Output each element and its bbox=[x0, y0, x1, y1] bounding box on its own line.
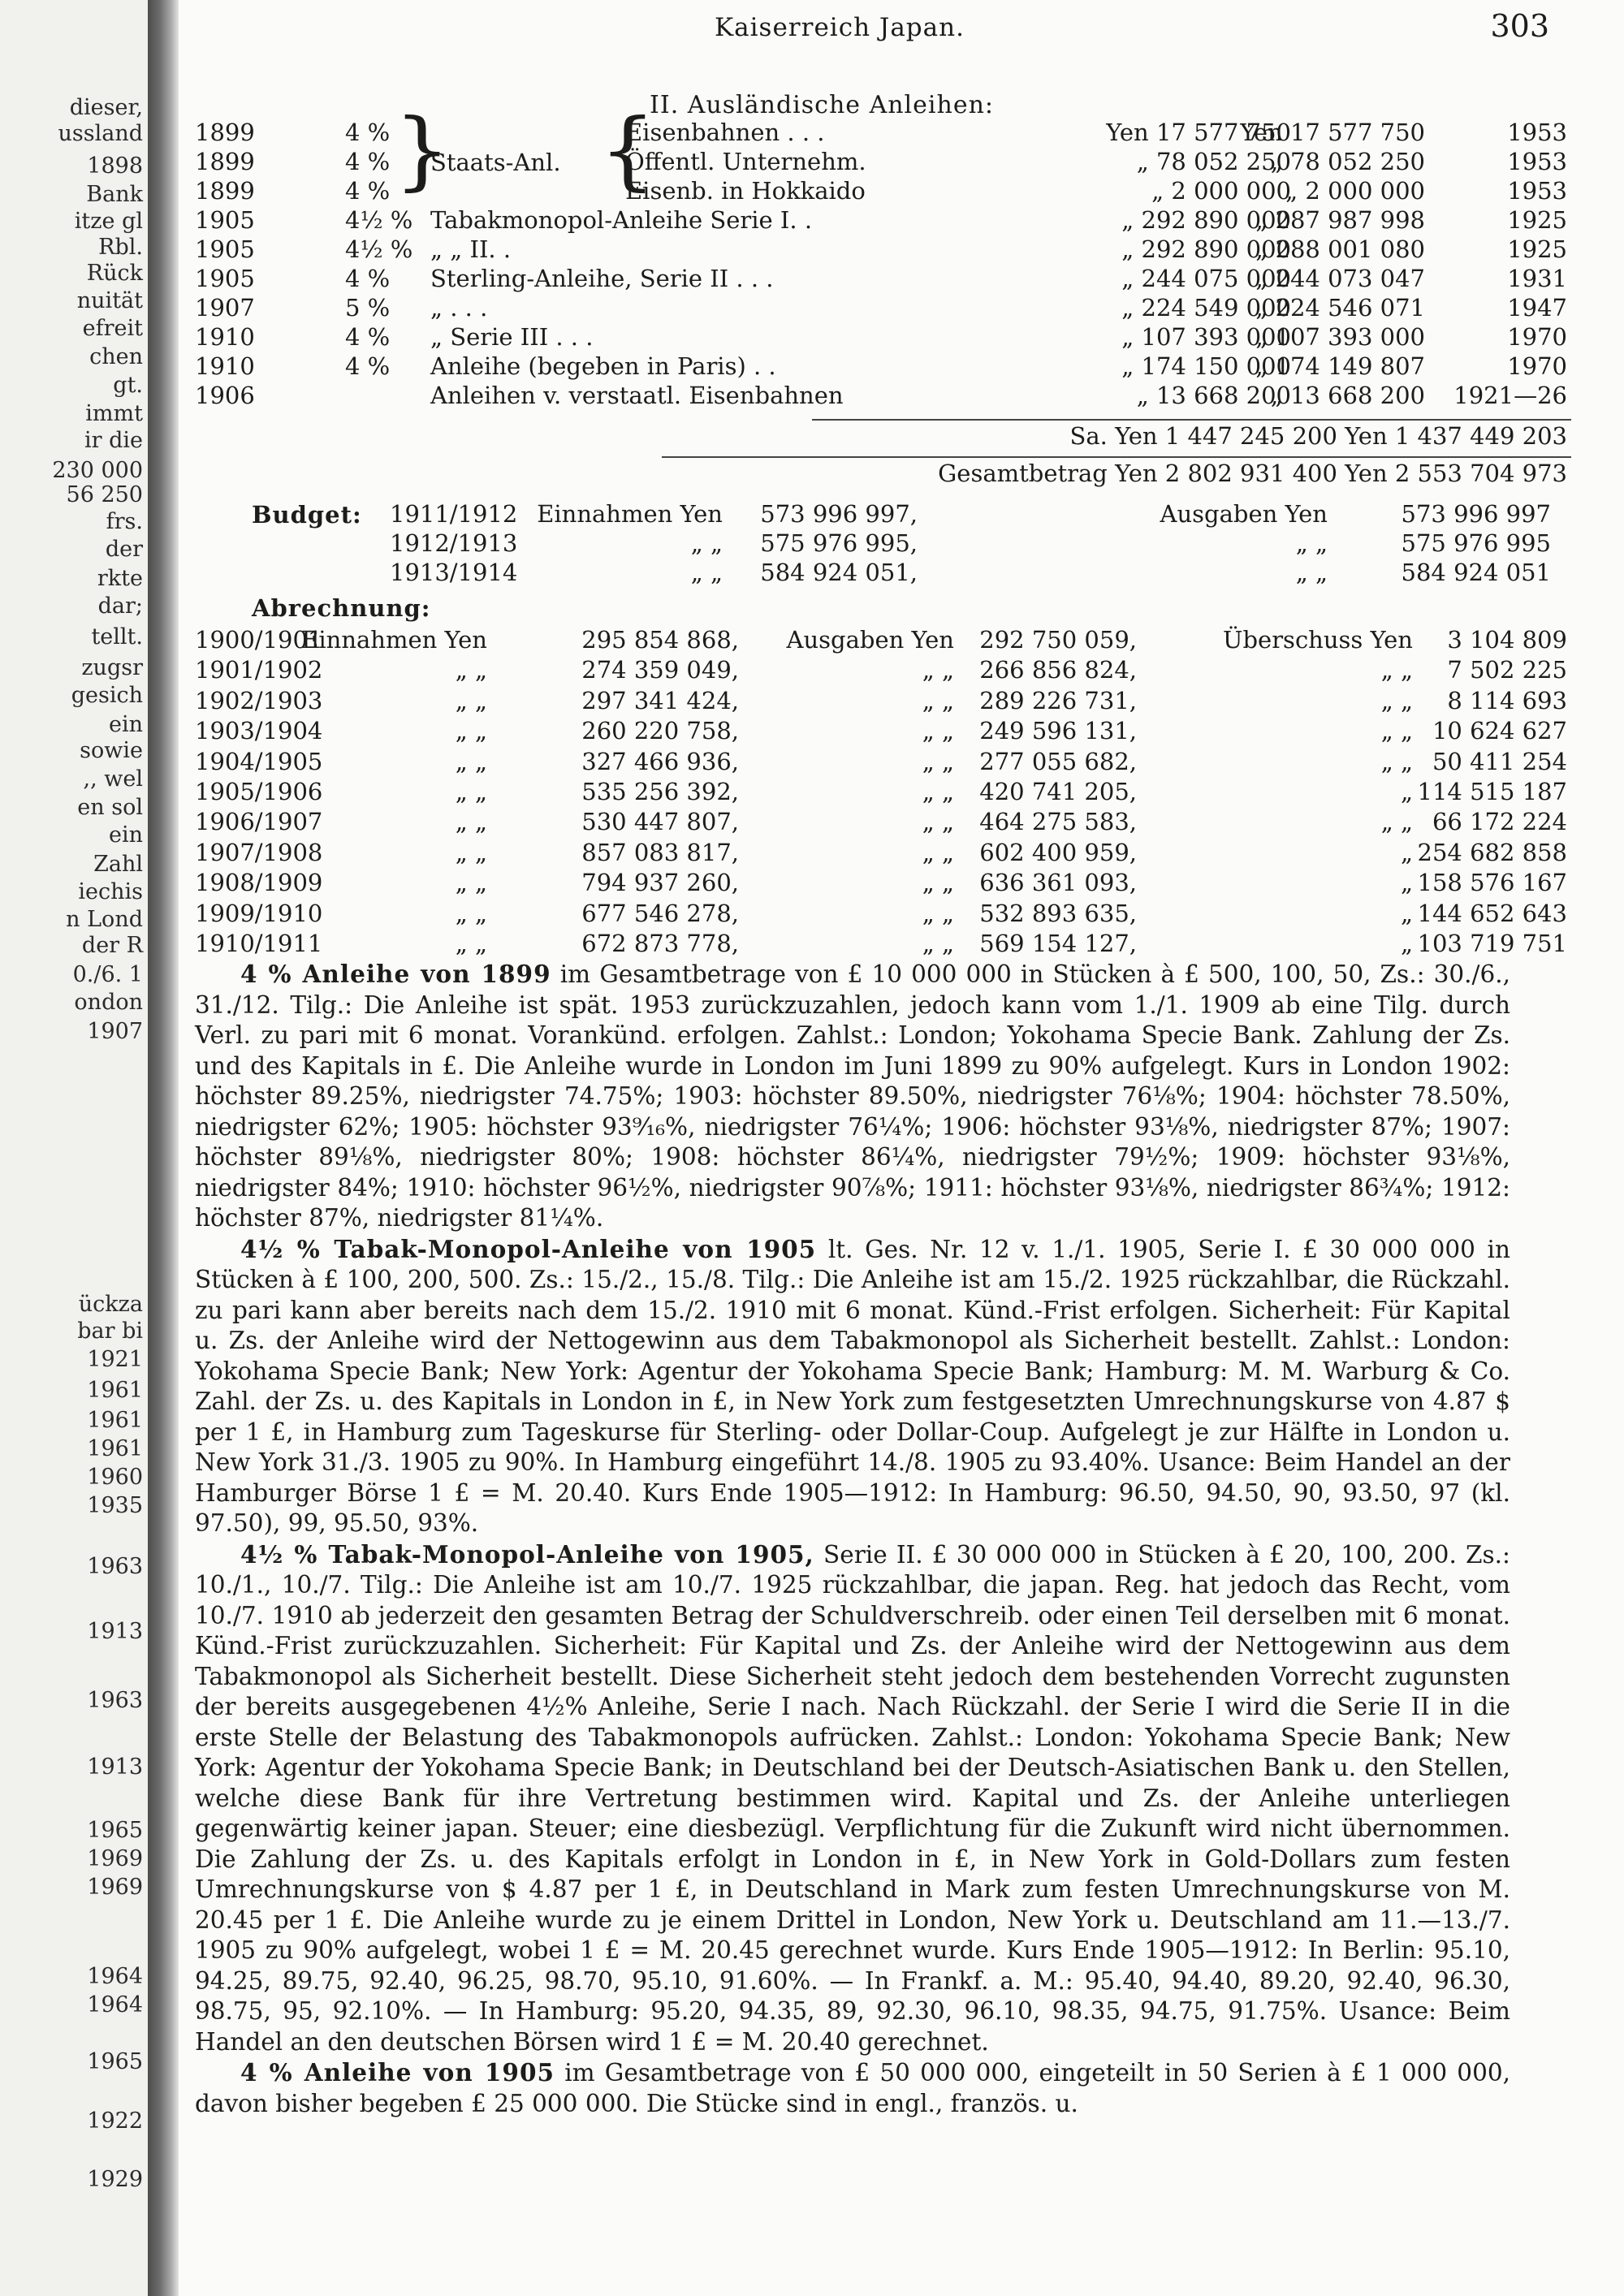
accounts-surplus: 158 576 167 bbox=[1417, 869, 1567, 896]
budget-expenses: 575 976 995 bbox=[1401, 529, 1551, 557]
loan-outstanding: „ 174 149 807 bbox=[1255, 352, 1425, 380]
adjacent-page-line: dieser, bbox=[69, 95, 143, 120]
accounts-year: 1901/1902 bbox=[195, 656, 323, 684]
loan-year: 1905 bbox=[195, 235, 255, 263]
accounts-year: 1909/1910 bbox=[195, 900, 323, 927]
accounts-row bbox=[195, 868, 1567, 897]
accounts-surplus-label: „ bbox=[1400, 900, 1413, 927]
adjacent-page-line: zugsr bbox=[81, 655, 143, 680]
total-row: Gesamtbetrag Yen 2 802 931 400 Yen 2 553 704 973 bbox=[938, 460, 1567, 487]
text-body bbox=[195, 959, 1510, 2119]
loan-year: 1905 bbox=[195, 265, 255, 292]
adjacent-page-line: 1965 bbox=[87, 1818, 143, 1843]
accounts-surplus: 66 172 224 bbox=[1432, 808, 1567, 835]
accounts-income-label: „ „ bbox=[455, 687, 487, 714]
loan-name: Anleihe (begeben in Paris) . . bbox=[430, 352, 776, 380]
adjacent-page-line: Rück bbox=[86, 261, 143, 286]
accounts-expenses: 602 400 959, bbox=[979, 839, 1137, 866]
loan-maturity: 1947 bbox=[1507, 294, 1567, 322]
accounts-expenses-label: „ „ bbox=[922, 687, 954, 714]
loan-row bbox=[195, 322, 1567, 352]
loan-issued: „ 2 000 000 bbox=[1151, 177, 1291, 205]
loan-outstanding: „ 78 052 250 bbox=[1270, 148, 1425, 175]
accounts-expenses: 292 750 059, bbox=[979, 626, 1137, 654]
accounts-row bbox=[195, 929, 1567, 958]
loan-maturity: 1953 bbox=[1507, 148, 1567, 175]
adjacent-page-line: en sol bbox=[77, 795, 143, 820]
budget-label: Budget: bbox=[252, 501, 362, 529]
accounts-expenses: 569 154 127, bbox=[979, 930, 1137, 957]
loan-outstanding: „ 288 001 080 bbox=[1255, 235, 1425, 263]
adjacent-page-fragment bbox=[0, 0, 148, 2296]
loan-row bbox=[195, 381, 1567, 410]
accounts-expenses-label: „ „ bbox=[922, 656, 954, 684]
accounts-surplus: 114 515 187 bbox=[1417, 778, 1567, 805]
accounts-row bbox=[195, 686, 1567, 715]
paragraph-tobacco-series-2 bbox=[195, 1539, 1510, 2058]
accounts-year: 1902/1903 bbox=[195, 687, 323, 714]
accounts-income: 274 359 049, bbox=[581, 656, 739, 684]
loan-row bbox=[195, 293, 1567, 322]
loan-rate: 4 % bbox=[345, 265, 391, 292]
accounts-expenses-label: „ „ bbox=[922, 839, 954, 866]
adjacent-page-line: dar; bbox=[97, 593, 143, 619]
accounts-surplus-label: „ bbox=[1400, 839, 1413, 866]
loan-rate: 4½ % bbox=[345, 235, 413, 263]
accounts-expenses: 277 055 682, bbox=[979, 748, 1137, 775]
sum-row: Sa. Yen 1 447 245 200 Yen 1 437 449 203 bbox=[1069, 422, 1567, 450]
adjacent-page-line: Bank bbox=[86, 182, 143, 207]
budget-income: 573 996 997, bbox=[760, 500, 918, 528]
accounts-income: 672 873 778, bbox=[581, 930, 739, 957]
loan-name: Tabakmonopol-Anleihe Serie I. . bbox=[430, 206, 813, 234]
loan-maturity: 1953 bbox=[1507, 119, 1567, 146]
accounts-expenses: 266 856 824, bbox=[979, 656, 1137, 684]
accounts-expenses: 249 596 131, bbox=[979, 717, 1137, 744]
accounts-row bbox=[195, 777, 1567, 806]
accounts-row bbox=[195, 625, 1567, 654]
loan-name: Öffentl. Unternehm. bbox=[625, 148, 866, 175]
running-header: Kaiserreich Japan. bbox=[715, 13, 965, 42]
accounts-income-label: „ „ bbox=[455, 778, 487, 805]
budget-row bbox=[195, 558, 1567, 587]
accounts-income: 327 466 936, bbox=[581, 748, 739, 775]
budget-income: 575 976 995, bbox=[760, 529, 918, 557]
paragraph-tobacco-series-1 bbox=[195, 1234, 1510, 1539]
loan-outstanding: „ 107 393 000 bbox=[1255, 323, 1425, 351]
loan-issued: „ 292 890 000 bbox=[1121, 235, 1291, 263]
accounts-surplus: 254 682 858 bbox=[1417, 839, 1567, 866]
budget-year: 1912/1913 bbox=[390, 529, 518, 557]
loan-outstanding: Yen 17 577 750 bbox=[1240, 119, 1425, 146]
paragraph-text: lt. Ges. Nr. 12 v. 1./1. 1905, Serie I. £ 30 000 000 in Stücken à £ 100, 200, 500. Zs.: 15./2., 15./8. Tilg.: Die Anleihe ist am 15./2. 1925 rückzahlbar, die Rückzahl. zu pari kann aber bereits nach dem 15./2. 1910 mit 6 monat. Künd.-Frist erfolgen. Sicherheit: Für Kapital u. Zs. der Anleihe wird der Nettogewinn aus dem Tabakmonopol als Sicherheit bestellt. Zahlst.: London: Yokohama Specie Bank; New York: Agentur der Yokohama Specie Bank; Hamburg: M. M. Warburg & Co. Zahl. der Zs. u. des Kapitals in London in £, in New York zum festgesetzten Umrechnungskurse von 4.87 $ per 1 £, in Hamburg zum Tageskurse für Sterling- oder Dollar-Coup. Aufgelegt je zur Hälfte in London u. New York 31./3. 1905 zu 90%. In Hamburg eingeführt 14./8. 1905 zu 93.40%. Usance: Beim Handel an der Hamburger Börse 1 £ = M. 20.40. Kurs Ende 1905—1912: In Hamburg: 96.50, 94.50, 90, 93.50, 97 (kl. 97.50), 99, 95.50, 93%. bbox=[195, 1235, 1510, 1537]
accounts-surplus: 3 104 809 bbox=[1447, 626, 1567, 654]
budget-expenses: 573 996 997 bbox=[1401, 500, 1551, 528]
loan-rate: 4 % bbox=[345, 352, 391, 380]
adjacent-page-line: 1963 bbox=[87, 1554, 143, 1579]
budget-income-label: „ „ bbox=[690, 529, 723, 557]
accounts-expenses-label: „ „ bbox=[922, 808, 954, 835]
adjacent-page-line: 1961 bbox=[87, 1378, 143, 1403]
adjacent-page-line: 1913 bbox=[87, 1754, 143, 1780]
loan-issued: „ 244 075 000 bbox=[1121, 265, 1291, 292]
loan-outstanding: „ 13 668 200 bbox=[1270, 382, 1425, 409]
loan-year: 1907 bbox=[195, 294, 255, 322]
loan-rate: 4 % bbox=[345, 148, 391, 175]
loan-maturity: 1925 bbox=[1507, 206, 1567, 234]
accounts-income: 535 256 392, bbox=[581, 778, 739, 805]
accounts-surplus-label: „ „ bbox=[1380, 687, 1413, 714]
paragraph-1905-loan bbox=[195, 2057, 1510, 2119]
adjacent-page-line: nuität bbox=[76, 288, 143, 313]
budget-row bbox=[195, 499, 1567, 529]
budget-year: 1913/1914 bbox=[390, 559, 518, 586]
accounts-year: 1907/1908 bbox=[195, 839, 323, 866]
accounts-surplus-label: Überschuss Yen bbox=[1223, 626, 1413, 654]
adjacent-page-line: gesich bbox=[71, 683, 143, 708]
adjacent-page-line: Zahl bbox=[93, 852, 143, 877]
adjacent-page-line: 1935 bbox=[87, 1493, 143, 1518]
book-gutter bbox=[148, 0, 179, 2296]
loan-outstanding: „ 224 546 071 bbox=[1255, 294, 1425, 322]
accounts-surplus: 103 719 751 bbox=[1417, 930, 1567, 957]
accounts-year: 1904/1905 bbox=[195, 748, 323, 775]
accounts-income-label: „ „ bbox=[455, 656, 487, 684]
paragraph-title: 4 % Anleihe von 1905 bbox=[240, 2058, 555, 2087]
accounts-year: 1900/1901 bbox=[195, 626, 323, 654]
accounts-surplus-label: „ bbox=[1400, 930, 1413, 957]
adjacent-page-line: 1961 bbox=[87, 1408, 143, 1433]
accounts-expenses-label: „ „ bbox=[922, 748, 954, 775]
adjacent-page-line: ,, wel bbox=[83, 766, 143, 792]
adjacent-page-line: gt. bbox=[113, 373, 143, 398]
accounts-row bbox=[195, 716, 1567, 745]
paragraph-title: 4½ % Tabak-Monopol-Anleihe von 1905, bbox=[240, 1539, 814, 1569]
loan-rate: 5 % bbox=[345, 294, 391, 322]
adjacent-page-line: 1964 bbox=[87, 1992, 143, 2018]
accounts-expenses-label: „ „ bbox=[922, 900, 954, 927]
budget-income-label: „ „ bbox=[690, 559, 723, 586]
adjacent-page-line: der R bbox=[81, 933, 143, 958]
accounts-income-label: Einnahmen Yen bbox=[301, 626, 487, 654]
loan-maturity: 1953 bbox=[1507, 177, 1567, 205]
adjacent-page-line: 1965 bbox=[87, 2049, 143, 2074]
adjacent-page-line: efreit bbox=[82, 316, 143, 341]
accounts-surplus-label: „ „ bbox=[1380, 808, 1413, 835]
adjacent-page-line: ückza bbox=[78, 1292, 143, 1317]
loan-year: 1910 bbox=[195, 323, 255, 351]
adjacent-page-line: 1913 bbox=[87, 1619, 143, 1644]
budget-expenses-label: Ausgaben Yen bbox=[1160, 500, 1328, 528]
loan-outstanding: „ 244 073 047 bbox=[1255, 265, 1425, 292]
loan-year: 1899 bbox=[195, 148, 255, 175]
accounts-row bbox=[195, 655, 1567, 684]
page-number: 303 bbox=[1490, 8, 1549, 44]
paragraph-text: im Gesamtbetrage von £ 50 000 000, eingeteilt in 50 Serien à £ 1 000 000, davon bisher begeben £ 25 000 000. Die Stücke sind in engl., französ. u. bbox=[195, 2059, 1510, 2117]
loan-name: „ Serie III . . . bbox=[430, 323, 594, 351]
adjacent-page-line: 1969 bbox=[87, 1875, 143, 1900]
accounts-surplus: 10 624 627 bbox=[1432, 717, 1567, 744]
loan-issued: „ 107 393 000 bbox=[1121, 323, 1291, 351]
adjacent-page-line: 1907 bbox=[87, 1019, 143, 1044]
budget-row bbox=[195, 529, 1567, 558]
accounts-expenses: 464 275 583, bbox=[979, 808, 1137, 835]
accounts-expenses: 420 741 205, bbox=[979, 778, 1137, 805]
budget-expenses-label: „ „ bbox=[1295, 529, 1328, 557]
budget-expenses: 584 924 051 bbox=[1401, 559, 1551, 586]
paragraph-text: im Gesamtbetrage von £ 10 000 000 in Stücken à £ 500, 100, 50, Zs.: 30./6., 31./12. Tilg.: Die Anleihe ist spät. 1953 zurückzuzahlen, jedoch kann vom 1./1. 1909 ab eine Tilg. durch Verl. zu pari mit 6 monat. Vorankünd. erfolgen. Zahlst.: London; Yokohama Specie Bank. Zahlung der Zs. und des Kapitals in £. Die Anleihe wurde in London im Juni 1899 zu 90% aufgelegt. Kurs in London 1902: höchster 89.25%, niedrigster 74.75%; 1903: höchster 89.50%, niedrigster 76⅛%; 1904: höchster 78.50%, niedrigster 62%; 1905: höchster 93⁹⁄₁₆%, niedrigster 76¼%; 1906: höchster 93⅛%, niedrigster 87%; 1907: höchster 89⅛%, niedrigster 80%; 1908: höchster 86¼%, niedrigster 79½%; 1909: höchster 93⅛%, niedrigster 84%; 1910: höchster 96½%, niedrigster 90⅞%; 1911: höchster 93⅛%, niedrigster 86¾%; 1912: höchster 87%, niedrigster 81¼%. bbox=[195, 960, 1510, 1232]
loan-rate: 4 % bbox=[345, 323, 391, 351]
loan-row bbox=[195, 264, 1567, 293]
accounts-expenses: 636 361 093, bbox=[979, 869, 1137, 896]
paragraph-text: Serie II. £ 30 000 000 in Stücken à £ 20, 100, 200. Zs.: 10./1., 10./7. Tilg.: Die Anleihe ist am 10./7. 1925 rückzahlbar, die japan. Reg. hat jedoch das Recht, vom 10./7. 1910 ab jederzeit den gesamten Betrag der Schuldverschreib. oder einen Teil derselben mit 6 monat. Künd.-Frist zurückzuzahlen. Sicherheit: Für Kapital und Zs. der Anleihe wird der Nettogewinn aus dem Tabakmonopol als Sicherheit bestellt. Diese Sicherheit steht jedoch dem bestehenden Vorrecht zugunsten der bereits ausgegebenen 4½% Anleihe, Serie I nach. Nach Rückzahl. der Serie I wird die Serie II in die erste Stelle der Belastung des Tabakmonopols aufrücken. Zahlst.: London: Yokohama Specie Bank; New York: Agentur der Yokohama Specie Bank; in Deutschland bei der Deutsch-Asiatischen Bank u. den Stellen, welche diese Bank für ihre Vertretung bestimmen wird. Kapital und Zs. der Anleihe unterliegen gegenwärtig keiner japan. Steuer; eine diesbezügl. Verpflichtung für die Zukunft wird nicht übernommen. Die Zahlung der Zs. u. des Kapitals erfolgt in London in £, in New York in Gold-Dollars zum festen Umrechnungskurse von $ 4.87 per 1 £, in Deutschland in Mark zum festen Umrechnungskurse von M. 20.45 per 1 £. Die Anleihe wurde zu je einem Drittel in London, New York u. Deutschland am 11.—13./7. 1905 zu 90% aufgelegt, wobei 1 £ = M. 20.45 gerechnet wurde. Kurs Ende 1905—1912: In Berlin: 95.10, 94.25, 89.75, 92.40, 96.25, 98.70, 95.10, 91.60%. — In Frankf. a. M.: 95.40, 94.40, 89.20, 92.40, 96.30, 98.75, 95, 92.10%. — In Hamburg: 95.20, 94.35, 89, 92.30, 96.10, 98.35, 94.75, 91.75%. Usance: Beim Handel an den deutschen Börsen wird 1 £ = M. 20.40 gerechnet. bbox=[195, 1540, 1510, 2056]
budget-expenses-label: „ „ bbox=[1295, 559, 1328, 586]
accounts-year: 1908/1909 bbox=[195, 869, 323, 896]
accounts-income-label: „ „ bbox=[455, 839, 487, 866]
adjacent-page-line: chen bbox=[89, 344, 143, 369]
adjacent-page-line: n Lond bbox=[66, 907, 143, 932]
accounts-income: 260 220 758, bbox=[581, 717, 739, 744]
adjacent-page-line: 56 250 bbox=[66, 482, 143, 507]
accounts-income: 295 854 868, bbox=[581, 626, 739, 654]
accounts-year: 1910/1911 bbox=[195, 930, 323, 957]
adjacent-page-line: 1929 bbox=[87, 2167, 143, 2192]
loan-issued: „ 78 052 250 bbox=[1136, 148, 1291, 175]
adjacent-page-line: ir die bbox=[84, 428, 143, 453]
loan-issued: „ 174 150 000 bbox=[1121, 352, 1291, 380]
accounts-surplus: 8 114 693 bbox=[1447, 687, 1567, 714]
adjacent-page-line: 230 000 bbox=[52, 458, 143, 483]
accounts-expenses-label: „ „ bbox=[922, 869, 954, 896]
accounts-income-label: „ „ bbox=[455, 869, 487, 896]
accounts-income: 530 447 807, bbox=[581, 808, 739, 835]
brace-right: { bbox=[599, 101, 656, 200]
accounts-income-label: „ „ bbox=[455, 717, 487, 744]
adjacent-page-line: ein bbox=[108, 712, 143, 737]
loan-year: 1905 bbox=[195, 206, 255, 234]
paragraph-title: 4 % Anleihe von 1899 bbox=[240, 960, 551, 988]
accounts-income: 857 083 817, bbox=[581, 839, 739, 866]
adjacent-page-line: 1963 bbox=[87, 1688, 143, 1713]
loan-year: 1910 bbox=[195, 352, 255, 380]
accounts-surplus: 50 411 254 bbox=[1432, 748, 1567, 775]
loan-issued: Yen 17 577 750 bbox=[1106, 119, 1291, 146]
total-rule bbox=[662, 456, 1571, 458]
accounts-expenses-label: Ausgaben Yen bbox=[786, 626, 954, 654]
loan-year: 1906 bbox=[195, 382, 255, 409]
loan-outstanding: „ 2 000 000 bbox=[1285, 177, 1425, 205]
section-heading-foreign-loans: II. Ausländische Anleihen: bbox=[650, 91, 994, 119]
adjacent-page-line: bar bi bbox=[77, 1318, 143, 1344]
adjacent-page-line: frs. bbox=[106, 509, 143, 534]
loan-name: „ . . . bbox=[430, 294, 488, 322]
adjacent-page-line: iechis bbox=[78, 879, 143, 904]
adjacent-page-line: 1961 bbox=[87, 1436, 143, 1461]
brace-left: } bbox=[394, 101, 451, 200]
loan-maturity: 1925 bbox=[1507, 235, 1567, 263]
accounts-surplus: 7 502 225 bbox=[1447, 656, 1567, 684]
accounts-year: 1906/1907 bbox=[195, 808, 323, 835]
loan-row bbox=[195, 235, 1567, 264]
loan-name: „ „ II. . bbox=[430, 235, 512, 263]
accounts-expenses-label: „ „ bbox=[922, 717, 954, 744]
accounts-income: 794 937 260, bbox=[581, 869, 739, 896]
accounts-surplus-label: „ bbox=[1400, 869, 1413, 896]
loan-maturity: 1921—26 bbox=[1453, 382, 1567, 409]
accounts-row bbox=[195, 899, 1567, 928]
adjacent-page-line: 1960 bbox=[87, 1465, 143, 1490]
adjacent-page-line: immt bbox=[85, 401, 143, 426]
accounts-income-label: „ „ bbox=[455, 748, 487, 775]
accounts-label: Abrechnung: bbox=[252, 594, 431, 622]
loan-rate: 4 % bbox=[345, 119, 391, 146]
loan-issued: „ 13 668 200 bbox=[1136, 382, 1291, 409]
loan-name: Eisenbahnen . . . bbox=[625, 119, 825, 146]
loan-issued: „ 292 890 000 bbox=[1121, 206, 1291, 234]
loan-name: Anleihen v. verstaatl. Eisenbahnen bbox=[430, 382, 844, 409]
adjacent-page-line: 1922 bbox=[87, 2108, 143, 2134]
adjacent-page-line: ondon bbox=[74, 990, 143, 1015]
budget-income: 584 924 051, bbox=[760, 559, 918, 586]
accounts-surplus-label: „ „ bbox=[1380, 717, 1413, 744]
accounts-surplus-label: „ bbox=[1400, 778, 1413, 805]
adjacent-page-line: 1964 bbox=[87, 1964, 143, 1989]
adjacent-page-line: 1898 bbox=[87, 153, 143, 179]
adjacent-page-line: ein bbox=[108, 822, 143, 848]
loan-outstanding: „ 287 987 998 bbox=[1255, 206, 1425, 234]
loan-maturity: 1970 bbox=[1507, 323, 1567, 351]
accounts-row bbox=[195, 838, 1567, 867]
accounts-surplus: 144 652 643 bbox=[1417, 900, 1567, 927]
adjacent-page-line: 1969 bbox=[87, 1846, 143, 1871]
accounts-income-label: „ „ bbox=[455, 900, 487, 927]
accounts-row bbox=[195, 807, 1567, 836]
loan-rate: 4½ % bbox=[345, 206, 413, 234]
accounts-surplus-label: „ „ bbox=[1380, 748, 1413, 775]
adjacent-page-line: 1921 bbox=[87, 1347, 143, 1372]
loan-rate: 4 % bbox=[345, 177, 391, 205]
loan-year: 1899 bbox=[195, 177, 255, 205]
adjacent-page-line: tellt. bbox=[91, 624, 143, 650]
paragraph-1899-loan bbox=[195, 959, 1510, 1234]
loan-name: Eisenb. in Hokkaido bbox=[625, 177, 866, 205]
accounts-expenses-label: „ „ bbox=[922, 930, 954, 957]
accounts-surplus-label: „ „ bbox=[1380, 656, 1413, 684]
adjacent-page-line: der bbox=[105, 537, 143, 562]
adjacent-page-line: ussland bbox=[58, 121, 143, 146]
page-content bbox=[195, 0, 1592, 2296]
adjacent-page-line: itze gl bbox=[74, 209, 143, 234]
adjacent-page-line: rkte bbox=[97, 566, 143, 591]
accounts-income-label: „ „ bbox=[455, 930, 487, 957]
adjacent-page-line: Rbl. bbox=[98, 235, 143, 260]
accounts-expenses-label: „ „ bbox=[922, 778, 954, 805]
loan-maturity: 1931 bbox=[1507, 265, 1567, 292]
accounts-income-label: „ „ bbox=[455, 808, 487, 835]
loan-year: 1899 bbox=[195, 119, 255, 146]
loan-issued: „ 224 549 000 bbox=[1121, 294, 1291, 322]
accounts-income: 677 546 278, bbox=[581, 900, 739, 927]
accounts-expenses: 289 226 731, bbox=[979, 687, 1137, 714]
accounts-row bbox=[195, 747, 1567, 776]
budget-income-label: Einnahmen Yen bbox=[537, 500, 723, 528]
accounts-year: 1905/1906 bbox=[195, 778, 323, 805]
adjacent-page-line: 0./6. 1 bbox=[72, 962, 143, 987]
loan-maturity: 1970 bbox=[1507, 352, 1567, 380]
adjacent-page-line: sowie bbox=[80, 738, 143, 763]
budget-year: 1911/1912 bbox=[390, 500, 518, 528]
group-label-staats-anl: Staats-Anl. bbox=[430, 149, 561, 176]
loan-name: Sterling-Anleihe, Serie II . . . bbox=[430, 265, 774, 292]
loan-row bbox=[195, 352, 1567, 381]
accounts-year: 1903/1904 bbox=[195, 717, 323, 744]
accounts-income: 297 341 424, bbox=[581, 687, 739, 714]
sum-rule bbox=[812, 419, 1571, 421]
paragraph-title: 4½ % Tabak-Monopol-Anleihe von 1905 bbox=[240, 1234, 817, 1263]
accounts-expenses: 532 893 635, bbox=[979, 900, 1137, 927]
loan-row bbox=[195, 205, 1567, 235]
